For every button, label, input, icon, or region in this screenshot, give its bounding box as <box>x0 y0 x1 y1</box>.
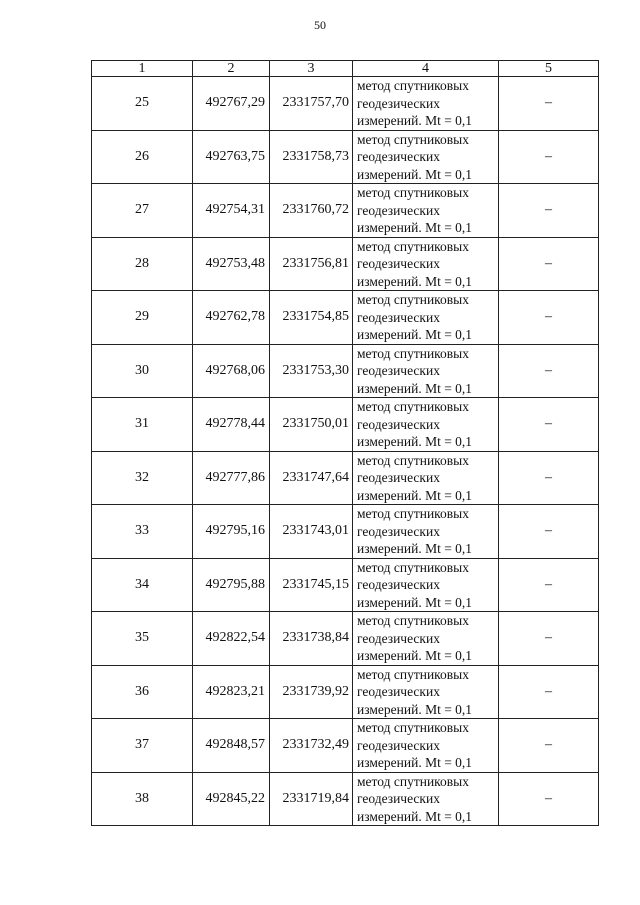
y-coordinate-cell: 2331753,30 <box>270 344 353 398</box>
method-text-line: метод спутниковых <box>357 506 469 521</box>
point-number-cell: 30 <box>92 344 193 398</box>
point-number-cell: 36 <box>92 665 193 719</box>
column-5-cell: – <box>499 291 599 345</box>
method-cell <box>353 612 499 666</box>
method-cell <box>353 398 499 452</box>
table-row <box>92 237 599 291</box>
method-text-line: геодезических <box>357 256 440 271</box>
point-number-cell: 31 <box>92 398 193 452</box>
method-cell <box>353 772 499 826</box>
y-coordinate-cell: 2331743,01 <box>270 505 353 559</box>
y-coordinate-cell: 2331738,84 <box>270 612 353 666</box>
column-header-2: 2 <box>193 61 270 77</box>
method-cell <box>353 184 499 238</box>
method-text-line: геодезических <box>357 684 440 699</box>
method-cell <box>353 237 499 291</box>
method-cell <box>353 558 499 612</box>
table-row <box>92 77 599 131</box>
method-text-line: метод спутниковых <box>357 345 469 361</box>
table-row <box>92 612 599 666</box>
x-coordinate-cell: 492754,31 <box>193 184 270 238</box>
method-cell <box>353 665 499 719</box>
method-text-line: измерений. Mt = 0,1 <box>357 434 473 449</box>
method-text-line: геодезических <box>357 95 440 111</box>
page-number: 50 <box>314 18 326 32</box>
table-row <box>92 772 599 826</box>
method-text-line: измерений. Mt = 0,1 <box>357 166 473 182</box>
column-5-cell: – <box>499 130 599 184</box>
table-body <box>92 77 599 826</box>
method-text-line: метод спутниковых <box>357 238 469 254</box>
y-coordinate-cell: 2331732,49 <box>270 719 353 773</box>
method-text-line: метод спутниковых <box>357 185 469 200</box>
point-number-cell: 25 <box>92 77 193 131</box>
y-coordinate-cell: 2331719,84 <box>270 772 353 826</box>
method-text-line: метод спутниковых <box>357 131 469 147</box>
x-coordinate-cell: 492823,21 <box>193 665 270 719</box>
point-number-cell: 33 <box>92 505 193 559</box>
table-row <box>92 130 599 184</box>
header-row <box>92 61 599 77</box>
y-coordinate-cell: 2331750,01 <box>270 398 353 452</box>
x-coordinate-cell: 492845,22 <box>193 772 270 826</box>
method-text-line: метод спутниковых <box>357 452 469 468</box>
column-5-cell: – <box>499 612 599 666</box>
method-cell <box>353 344 499 398</box>
x-coordinate-cell: 492753,48 <box>193 237 270 291</box>
method-text-line: измерений. Mt = 0,1 <box>357 648 473 663</box>
method-text-line: геодезических <box>357 737 440 753</box>
column-header-1: 1 <box>92 61 193 77</box>
x-coordinate-cell: 492795,16 <box>193 505 270 559</box>
method-text-line: геодезических <box>357 416 440 432</box>
table-row <box>92 719 599 773</box>
x-coordinate-cell: 492767,29 <box>193 77 270 131</box>
method-text-line: измерений. Mt = 0,1 <box>357 380 473 396</box>
method-text-line: измерений. Mt = 0,1 <box>357 220 473 235</box>
table-row <box>92 451 599 505</box>
method-text-line: метод спутниковых <box>357 399 469 414</box>
method-cell <box>353 505 499 559</box>
column-5-cell: – <box>499 184 599 238</box>
column-5-cell: – <box>499 719 599 773</box>
method-text-line: геодезических <box>357 309 440 325</box>
point-number-cell: 37 <box>92 719 193 773</box>
table-row <box>92 665 599 719</box>
method-text-line: метод спутниковых <box>357 773 469 789</box>
method-text-line: измерений. Mt = 0,1 <box>357 755 473 770</box>
point-number-cell: 29 <box>92 291 193 345</box>
x-coordinate-cell: 492762,78 <box>193 291 270 345</box>
x-coordinate-cell: 492768,06 <box>193 344 270 398</box>
x-coordinate-cell: 492778,44 <box>193 398 270 452</box>
method-text-line: измерений. Mt = 0,1 <box>357 113 473 128</box>
column-5-cell: – <box>499 772 599 826</box>
y-coordinate-cell: 2331739,92 <box>270 665 353 719</box>
method-text-line: геодезических <box>357 523 440 539</box>
method-text-line: геодезических <box>357 202 440 218</box>
method-text-line: измерений. Mt = 0,1 <box>357 701 473 717</box>
y-coordinate-cell: 2331756,81 <box>270 237 353 291</box>
x-coordinate-cell: 492848,57 <box>193 719 270 773</box>
method-text-line: метод спутниковых <box>357 720 469 735</box>
method-text-line: геодезических <box>357 363 440 378</box>
table-row <box>92 291 599 345</box>
x-coordinate-cell: 492822,54 <box>193 612 270 666</box>
table-row <box>92 505 599 559</box>
x-coordinate-cell: 492777,86 <box>193 451 270 505</box>
y-coordinate-cell: 2331747,64 <box>270 451 353 505</box>
method-text-line: геодезических <box>357 577 440 592</box>
column-header-3: 3 <box>270 61 353 77</box>
method-cell <box>353 130 499 184</box>
table-row <box>92 344 599 398</box>
y-coordinate-cell: 2331760,72 <box>270 184 353 238</box>
x-coordinate-cell: 492795,88 <box>193 558 270 612</box>
column-5-cell: – <box>499 237 599 291</box>
method-text-line: метод спутниковых <box>357 559 469 575</box>
method-cell <box>353 719 499 773</box>
coordinates-table <box>91 60 599 826</box>
y-coordinate-cell: 2331757,70 <box>270 77 353 131</box>
y-coordinate-cell: 2331745,15 <box>270 558 353 612</box>
method-text-line: метод спутниковых <box>357 613 469 628</box>
y-coordinate-cell: 2331758,73 <box>270 130 353 184</box>
method-text-line: геодезических <box>357 791 440 806</box>
method-cell <box>353 451 499 505</box>
method-text-line: геодезических <box>357 149 440 164</box>
method-cell <box>353 77 499 131</box>
method-text-line: измерений. Mt = 0,1 <box>357 487 473 503</box>
method-text-line: метод спутниковых <box>357 666 469 682</box>
point-number-cell: 35 <box>92 612 193 666</box>
method-text-line: метод спутниковых <box>357 78 469 93</box>
column-header-5: 5 <box>499 61 599 77</box>
column-5-cell: – <box>499 665 599 719</box>
y-coordinate-cell: 2331754,85 <box>270 291 353 345</box>
column-header-4: 4 <box>353 61 499 77</box>
method-text-line: измерений. Mt = 0,1 <box>357 327 473 342</box>
x-coordinate-cell: 492763,75 <box>193 130 270 184</box>
method-text-line: геодезических <box>357 630 440 646</box>
column-5-cell: – <box>499 558 599 612</box>
table-header <box>92 61 599 77</box>
table-row <box>92 558 599 612</box>
method-cell <box>353 291 499 345</box>
column-5-cell: – <box>499 451 599 505</box>
point-number-cell: 32 <box>92 451 193 505</box>
point-number-cell: 27 <box>92 184 193 238</box>
method-text-line: геодезических <box>357 470 440 485</box>
method-text-line: метод спутниковых <box>357 292 469 307</box>
point-number-cell: 34 <box>92 558 193 612</box>
column-5-cell: – <box>499 505 599 559</box>
point-number-cell: 26 <box>92 130 193 184</box>
point-number-cell: 28 <box>92 237 193 291</box>
method-text-line: измерений. Mt = 0,1 <box>357 273 473 289</box>
table-row <box>92 184 599 238</box>
point-number-cell: 38 <box>92 772 193 826</box>
method-text-line: измерений. Mt = 0,1 <box>357 808 473 824</box>
method-text-line: измерений. Mt = 0,1 <box>357 594 473 610</box>
column-5-cell: – <box>499 398 599 452</box>
table-row <box>92 398 599 452</box>
column-5-cell: – <box>499 344 599 398</box>
method-text-line: измерений. Mt = 0,1 <box>357 541 473 556</box>
column-5-cell: – <box>499 77 599 131</box>
